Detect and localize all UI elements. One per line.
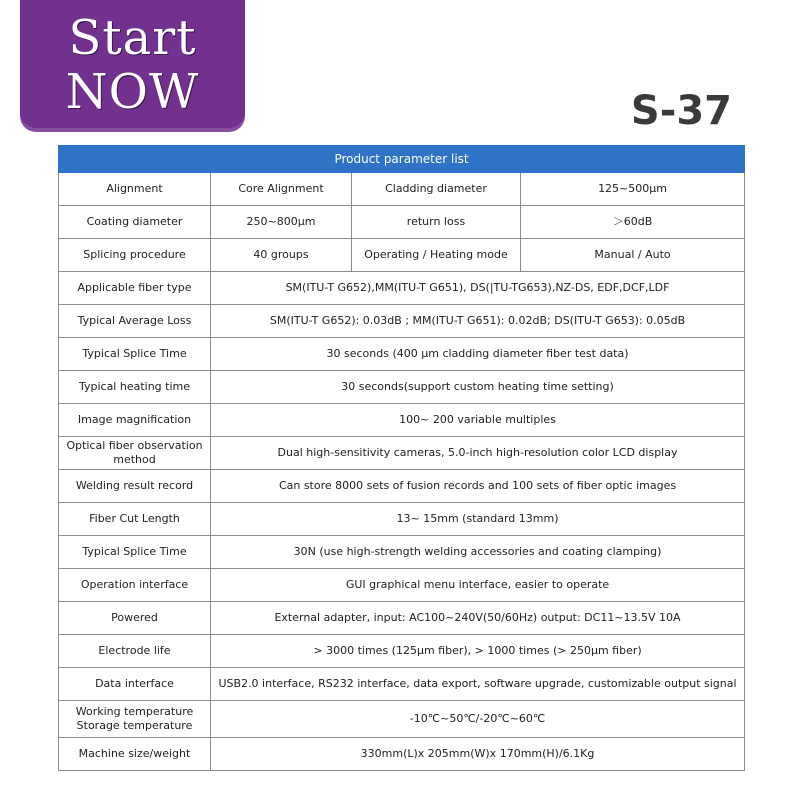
param-value: 100~ 200 variable multiples — [211, 404, 745, 437]
param-value: Dual high-sensitivity cameras, 5.0-inch high-resolution color LCD display — [211, 437, 745, 470]
parameter-table — [58, 145, 745, 771]
table-row — [59, 569, 745, 602]
param-value: SM(ITU-T G652),MM(ITU-T G651), DS(|TU-TG653),NZ-DS, EDF,DCF,LDF — [211, 272, 745, 305]
param-label: Typical heating time — [59, 371, 211, 404]
model-number: S-37 — [630, 88, 732, 134]
table-row — [59, 272, 745, 305]
param-value: 30 seconds (400 μm cladding diameter fiber test data) — [211, 338, 745, 371]
param-label: Typical Splice Time — [59, 338, 211, 371]
param-value: 330mm(L)x 205mm(W)x 170mm(H)/6.1Kg — [211, 738, 745, 771]
param-label-line: Storage temperature — [76, 719, 193, 732]
param-label: return loss — [352, 206, 521, 239]
param-label: Operation interface — [59, 569, 211, 602]
param-value: 30 seconds(support custom heating time setting) — [211, 371, 745, 404]
param-label: Machine size/weight — [59, 738, 211, 771]
param-label: Powered — [59, 602, 211, 635]
table-row — [59, 738, 745, 771]
logo-text-now: NOW — [65, 64, 200, 120]
param-label: Operating / Heating mode — [352, 239, 521, 272]
param-value: GUI graphical menu interface, easier to operate — [211, 569, 745, 602]
table-row — [59, 635, 745, 668]
table-row — [59, 503, 745, 536]
table-title: Product parameter list — [59, 146, 745, 173]
table-row — [59, 602, 745, 635]
param-value: > 3000 times (125μm fiber), > 1000 times (> 250μm fiber) — [211, 635, 745, 668]
param-label-line: Working temperature — [75, 705, 194, 718]
param-value: -10℃~50℃/-20℃~60℃ — [211, 701, 745, 738]
table-row — [59, 404, 745, 437]
table-row — [59, 239, 745, 272]
param-value: 40 groups — [211, 239, 352, 272]
param-value: External adapter, input: AC100~240V(50/60Hz) output: DC11~13.5V 10A — [211, 602, 745, 635]
table-row — [59, 338, 745, 371]
param-value: USB2.0 interface, RS232 interface, data export, software upgrade, customizable output signal — [211, 668, 745, 701]
table-row — [59, 701, 745, 738]
param-label: Fiber Cut Length — [59, 503, 211, 536]
param-label: Splicing procedure — [59, 239, 211, 272]
table-header-row — [59, 146, 745, 173]
table-row — [59, 173, 745, 206]
param-value: SM(ITU-T G652): 0.03dB ; MM(ITU-T G651): 0.02dB; DS(ITU-T G653): 0.05dB — [211, 305, 745, 338]
param-label: Cladding diameter — [352, 173, 521, 206]
param-value: 250~800μm — [211, 206, 352, 239]
param-label: Typical Average Loss — [59, 305, 211, 338]
param-label: Electrode life — [59, 635, 211, 668]
table-row — [59, 371, 745, 404]
param-label: Welding result record — [59, 470, 211, 503]
table-row — [59, 470, 745, 503]
param-label: Alignment — [59, 173, 211, 206]
param-label: Image magnification — [59, 404, 211, 437]
param-value: ＞60dB — [521, 206, 745, 239]
logo-text-start: Start — [68, 10, 197, 66]
param-label: Coating diameter — [59, 206, 211, 239]
param-label: Data interface — [59, 668, 211, 701]
table-row — [59, 206, 745, 239]
param-label: Applicable fiber type — [59, 272, 211, 305]
param-value: 30N (use high-strength welding accessories and coating clamping) — [211, 536, 745, 569]
param-value: 125~500μm — [521, 173, 745, 206]
param-value: Core Alignment — [211, 173, 352, 206]
param-value: 13~ 15mm (standard 13mm) — [211, 503, 745, 536]
table-row — [59, 305, 745, 338]
table-row — [59, 668, 745, 701]
param-value: Manual / Auto — [521, 239, 745, 272]
table-row — [59, 437, 745, 470]
param-value: Can store 8000 sets of fusion records and 100 sets of fiber optic images — [211, 470, 745, 503]
param-label: Typical Splice Time — [59, 536, 211, 569]
param-label — [59, 701, 211, 738]
table-row — [59, 536, 745, 569]
param-label: Optical fiber observation method — [59, 437, 211, 470]
brand-logo — [20, 0, 245, 132]
